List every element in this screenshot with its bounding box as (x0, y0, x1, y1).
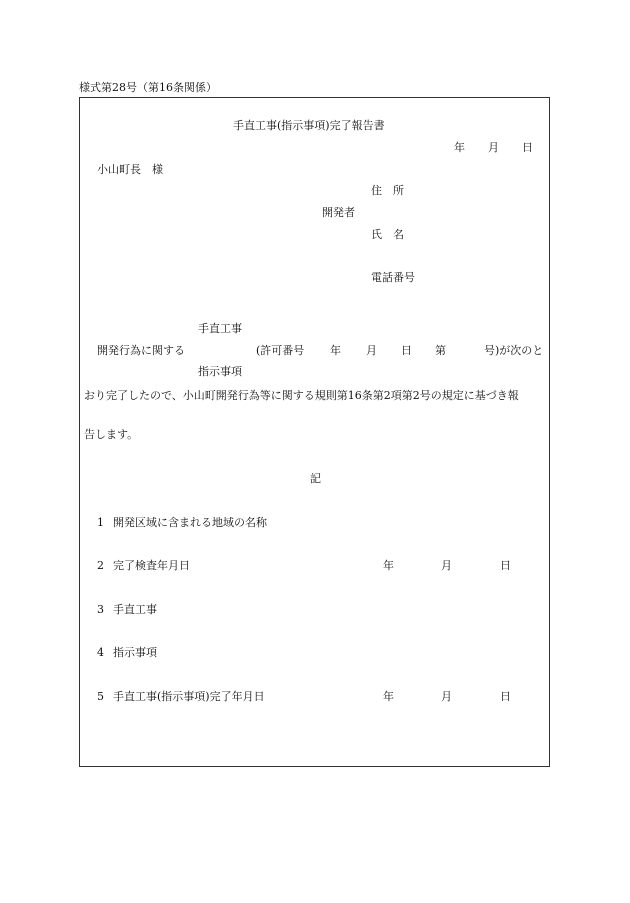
item-1-number: 1 (97, 516, 104, 529)
item-3-label: 手直工事 (113, 603, 157, 616)
date-year: 年 (454, 141, 465, 154)
item-4-number: 4 (97, 646, 104, 659)
option-repair-work: 手直工事 (198, 322, 242, 335)
body-line-3: 告します。 (84, 428, 139, 441)
form-label: 様式第28号（第16条関係） (79, 81, 217, 94)
permit-day: 日 (401, 344, 412, 357)
body-line-2: おり完了したので、小山町開発行為等に関する規則第16条第2項第2号の規定に基づき報 (84, 389, 519, 402)
address-label: 住 所 (371, 184, 404, 197)
permit-month: 月 (366, 344, 377, 357)
permit-year: 年 (330, 344, 341, 357)
item-2-day: 日 (500, 559, 511, 572)
permit-dai: 第 (435, 344, 446, 357)
option-instruction: 指示事項 (198, 365, 242, 378)
permit-go-tail: 号)が次のと (484, 344, 544, 357)
phone-label: 電話番号 (371, 271, 415, 284)
item-5-month: 月 (441, 690, 452, 703)
ki-heading: 記 (310, 472, 321, 485)
developer-label: 開発者 (322, 206, 355, 219)
item-5-label: 手直工事(指示事項)完了年月日 (113, 690, 265, 703)
item-3-number: 3 (97, 603, 104, 616)
addressee: 小山町長 様 (97, 163, 163, 176)
item-2-month: 月 (441, 559, 452, 572)
item-1-label: 開発区域に含まれる地域の名称 (113, 516, 267, 529)
form-frame (79, 97, 550, 767)
item-5-year: 年 (383, 690, 394, 703)
item-2-label: 完了検査年月日 (113, 559, 190, 572)
item-4-label: 指示事項 (113, 646, 157, 659)
body-lead: 開発行為に関する (97, 344, 185, 357)
item-2-year: 年 (383, 559, 394, 572)
permit-label: (許可番号 (256, 344, 305, 357)
date-day: 日 (522, 141, 533, 154)
name-label: 氏 名 (371, 228, 404, 241)
item-2-number: 2 (97, 559, 104, 572)
date-month: 月 (488, 141, 499, 154)
form-title: 手直工事(指示事項)完了報告書 (233, 119, 385, 132)
item-5-day: 日 (500, 690, 511, 703)
item-5-number: 5 (97, 690, 104, 703)
